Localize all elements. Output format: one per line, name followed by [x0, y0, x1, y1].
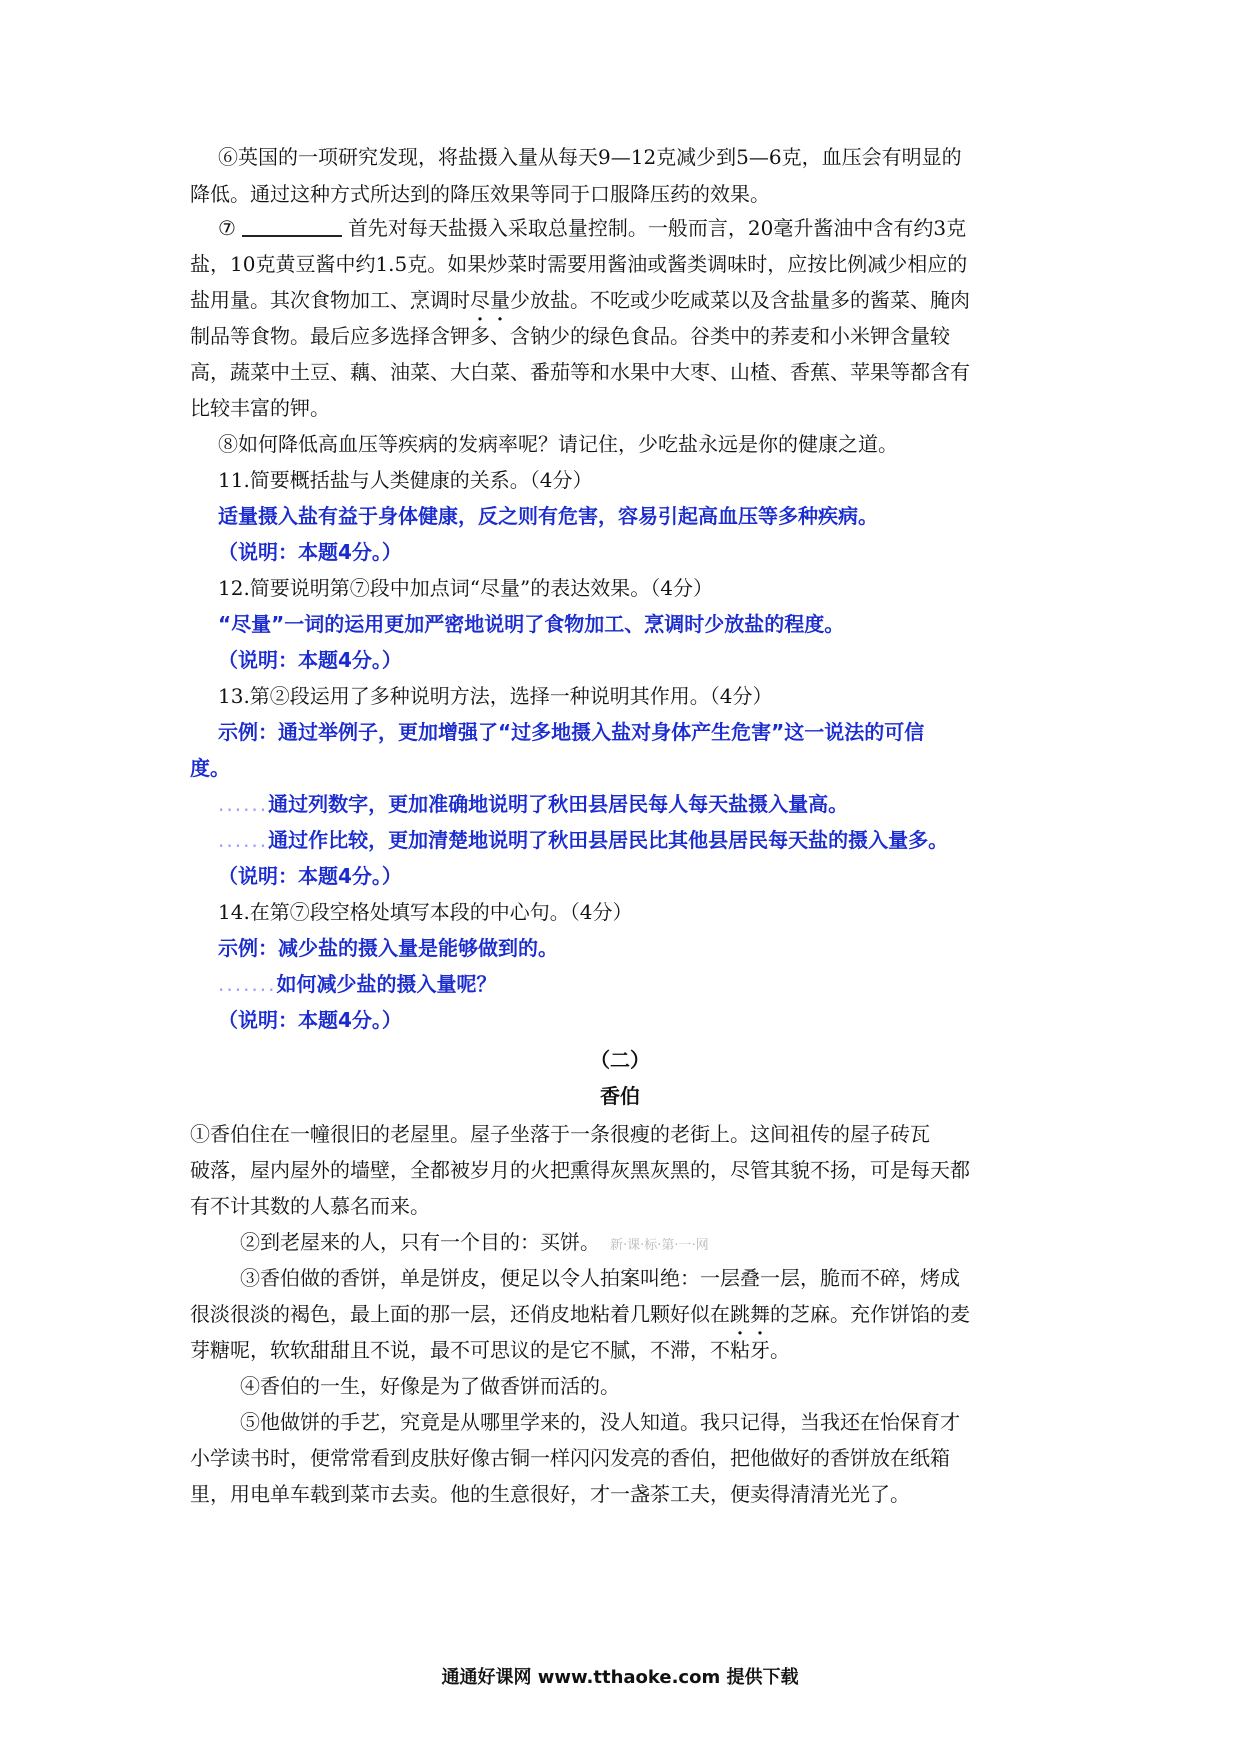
paragraph-7-line-2: 盐，10克黄豆酱中约1.5克。如果炒菜时需要用酱油或酱类调味时，应按比例减少相应的 [190, 252, 968, 276]
answer-14-line-2 [218, 970, 497, 998]
section-heading: （二） [590, 1048, 650, 1072]
answer-13-line-3-text: 通过列数字，更加准确地说明了秋田县居民每人每天盐摄入量高。 [268, 792, 849, 816]
story-p1-line-2: 破落，屋内屋外的墙壁，全都被岁月的火把熏得灰黑灰黑的，尽管其貌不扬，可是每天都 [190, 1158, 970, 1182]
emphasized-char: 舞 [750, 1302, 770, 1326]
paragraph-7-line-1-text: 首先对每天盐摄入采取总量控制。一般而言，20毫升酱油中含有约3克 [347, 216, 967, 240]
indent-dots: ...... [218, 792, 269, 816]
story-p1-line-1: ①香伯住在一幢很旧的老屋里。屋子坐落于一条很瘦的老街上。这间祖传的屋子砖瓦 [190, 1122, 930, 1146]
emphasized-char: 量 [490, 288, 510, 312]
note-12: （说明：本题4分。） [218, 648, 402, 672]
answer-13-line-2: 度。 [190, 756, 230, 780]
emphasized-char: 尽 [470, 288, 490, 312]
story-title: 香伯 [600, 1084, 640, 1108]
answer-14-line-1: 示例：减少盐的摄入量是能够做到的。 [218, 936, 558, 960]
answer-12: “尽量”一词的运用更加严密地说明了食物加工、烹调时少放盐的程度。 [218, 612, 845, 636]
fill-in-blank [242, 215, 342, 237]
story-p5-line-3: 里，用电单车载到菜市去卖。他的生意很好，才一盏茶工夫，便卖得清清光光了。 [190, 1482, 910, 1506]
question-13: 13.第②段运用了多种说明方法，选择一种说明其作用。（4分） [218, 684, 773, 708]
question-11: 11.简要概括盐与人类健康的关系。（4分） [218, 468, 593, 492]
story-p2-text: ②到老屋来的人，只有一个目的：买饼。 [240, 1230, 600, 1254]
footer-credit: 通通好课网 www.tthaoke.com 提供下载 [441, 1667, 799, 1688]
answer-13-line-4-text: 通过作比较，更加清楚地说明了秋田县居民比其他县居民每天盐的摄入量多。 [268, 828, 949, 852]
story-p5-line-1: ⑤他做饼的手艺，究竟是从哪里学来的，没人知道。我只记得，当我还在怡保育才 [240, 1410, 960, 1434]
paragraph-7-line-5: 高，蔬菜中土豆、藕、油菜、大白菜、番茄等和水果中大枣、山楂、香蕉、苹果等都含有 [190, 360, 970, 384]
story-p2 [240, 1228, 709, 1260]
story-p3-line-1: ③香伯做的香饼，单是饼皮，便足以令人拍案叫绝：一层叠一层，脆而不碎，烤成 [240, 1266, 960, 1290]
answer-13-line-1: 示例：通过举例子，更加增强了“过多地摄入盐对身体产生危害”这一说法的可信 [218, 720, 925, 744]
paragraph-7-line-3-a: 盐用量。其次食物加工、烹调时 [190, 288, 470, 312]
question-14: 14.在第⑦段空格处填写本段的中心句。（4分） [218, 900, 633, 924]
story-p3-line-2 [190, 1300, 970, 1328]
paragraph-8: ⑧如何降低高血压等疾病的发病率呢？请记住，少吃盐永远是你的健康之道。 [218, 432, 898, 456]
note-11: （说明：本题4分。） [218, 540, 402, 564]
story-p3-line-3: 芽糖呢，软软甜甜且不说，最不可思议的是它不腻，不滞，不粘牙。 [190, 1338, 790, 1362]
paragraph-6-line-2: 降低。通过这种方式所达到的降压效果等同于口服降压药的效果。 [190, 182, 770, 206]
emphasized-char: 跳 [730, 1302, 750, 1326]
paragraph-7-number: ⑦ [218, 216, 236, 240]
answer-13-line-3 [218, 790, 848, 818]
paragraph-7-line-6: 比较丰富的钾。 [190, 396, 330, 420]
note-13: （说明：本题4分。） [218, 864, 402, 888]
answer-14-line-2-text: 如何减少盐的摄入量呢？ [276, 972, 497, 996]
question-12: 12.简要说明第⑦段中加点词“尽量”的表达效果。（4分） [218, 576, 713, 600]
paragraph-7-line-3-b: 少放盐。不吃或少吃咸菜以及含盐量多的酱菜、腌肉 [510, 288, 970, 312]
story-p4: ④香伯的一生，好像是为了做香饼而活的。 [240, 1374, 620, 1398]
story-p3-line-2-a: 很淡很淡的褐色，最上面的那一层，还俏皮地粘着几颗好似在 [190, 1302, 730, 1326]
indent-dots: ...... [218, 828, 269, 852]
indent-dots: ....... [218, 972, 277, 996]
story-p1-line-3: 有不计其数的人慕名而来。 [190, 1194, 430, 1218]
paragraph-7-line-1 [218, 214, 966, 242]
paragraph-6-line-1: ⑥英国的一项研究发现，将盐摄入量从每天9—12克减少到5—6克，血压会有明显的 [218, 145, 962, 169]
answer-13-line-4 [218, 826, 948, 854]
note-14: （说明：本题4分。） [218, 1008, 402, 1032]
story-p3-line-2-b: 的芝麻。充作饼馅的麦 [770, 1302, 970, 1326]
watermark-text: 新·课·标·第·一·网 [610, 1238, 709, 1253]
paragraph-7-line-4: 制品等食物。最后应多选择含钾多、含钠少的绿色食品。谷类中的荞麦和小米钾含量较 [190, 324, 950, 348]
answer-11: 适量摄入盐有益于身体健康，反之则有危害，容易引起高血压等多种疾病。 [218, 504, 878, 528]
story-p5-line-2: 小学读书时，便常常看到皮肤好像古铜一样闪闪发亮的香伯，把他做好的香饼放在纸箱 [190, 1446, 950, 1470]
paragraph-7-line-3 [190, 286, 970, 314]
